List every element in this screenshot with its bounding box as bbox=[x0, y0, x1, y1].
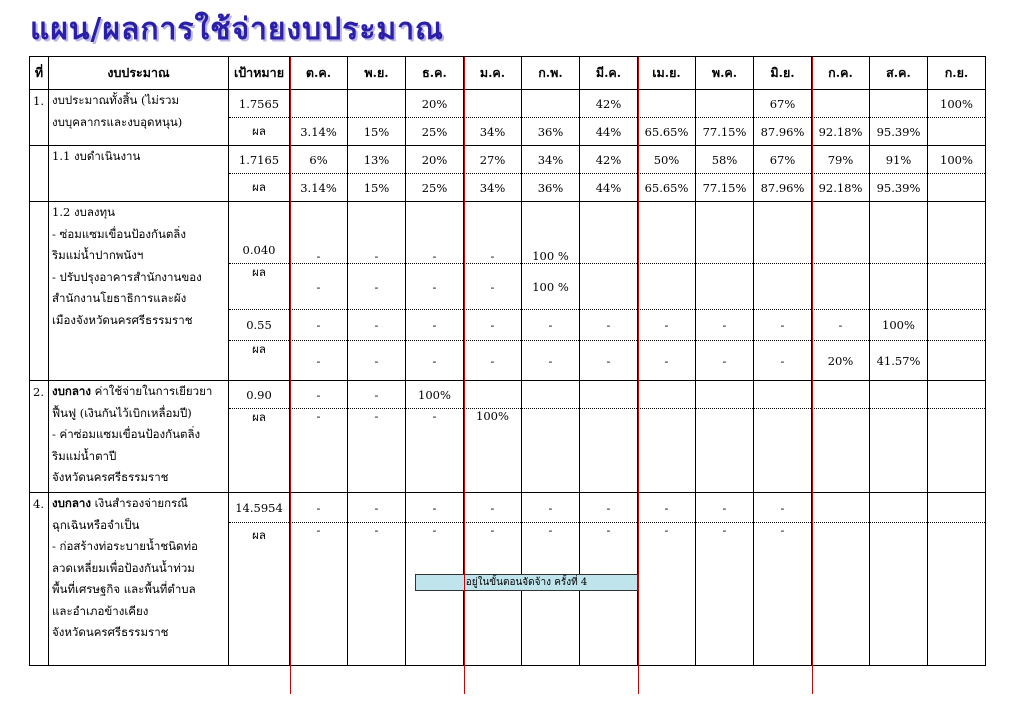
month-value bbox=[870, 264, 928, 310]
row-number bbox=[30, 202, 49, 381]
month-value bbox=[928, 381, 986, 409]
month-value: 34% bbox=[464, 118, 522, 146]
description-line: ฟื้นฟู (เงินกันไว้เบิกเหลื่อมปี) bbox=[52, 405, 192, 420]
month-value: - bbox=[348, 341, 406, 381]
month-value bbox=[580, 264, 638, 310]
month-value: - bbox=[290, 493, 348, 523]
quarter-divider-3 bbox=[638, 57, 639, 694]
month-value: 100 % bbox=[522, 264, 580, 310]
month-value: - bbox=[696, 493, 754, 523]
month-value bbox=[580, 202, 638, 264]
month-value: 36% bbox=[522, 174, 580, 202]
month-value: - bbox=[580, 523, 638, 666]
month-value: 44% bbox=[580, 118, 638, 146]
col-header: มี.ค. bbox=[580, 57, 638, 90]
month-value: - bbox=[348, 310, 406, 341]
col-header: ธ.ค. bbox=[406, 57, 464, 90]
month-value: 58% bbox=[696, 146, 754, 174]
month-value: 20% bbox=[812, 341, 870, 381]
month-value bbox=[870, 202, 928, 264]
description-line: จังหวัดนครศรีธรรมราช bbox=[52, 470, 169, 484]
result-label: ผล bbox=[229, 118, 290, 146]
description-line: - ปรับปรุงอาคารสำนักงานของ bbox=[52, 269, 202, 284]
month-value: 13% bbox=[348, 146, 406, 174]
month-value: - bbox=[522, 493, 580, 523]
header-row bbox=[30, 57, 986, 90]
description-line: งบประมาณทั้งสิ้น (ไม่รวม bbox=[52, 93, 180, 107]
month-value: 100 % bbox=[522, 202, 580, 264]
col-header: ก.พ. bbox=[522, 57, 580, 90]
month-value bbox=[812, 523, 870, 666]
description-line: - ก่อสร้างท่อระบายน้ำชนิดท่อ bbox=[52, 539, 198, 553]
table-row bbox=[30, 381, 986, 409]
month-value: - bbox=[638, 493, 696, 523]
month-value: 25% bbox=[406, 174, 464, 202]
month-value: - bbox=[406, 202, 464, 264]
description-line: สำนักงานโยธาธิการและผัง bbox=[52, 291, 187, 305]
month-value bbox=[638, 202, 696, 264]
month-value bbox=[870, 493, 928, 523]
budget-description bbox=[49, 202, 229, 381]
col-header: งบประมาณ bbox=[49, 57, 229, 90]
month-value: 20% bbox=[406, 90, 464, 118]
col-header: เม.ย. bbox=[638, 57, 696, 90]
description-line: จังหวัดนครศรีธรรมราช bbox=[52, 625, 169, 639]
month-value: 25% bbox=[406, 118, 464, 146]
month-value: - bbox=[638, 523, 696, 666]
quarter-divider-1 bbox=[290, 57, 291, 694]
col-header: พ.ย. bbox=[348, 57, 406, 90]
col-header: พ.ค. bbox=[696, 57, 754, 90]
description-line: ริมแม่น้ำตาปี bbox=[52, 448, 117, 463]
month-value bbox=[696, 264, 754, 310]
month-value bbox=[928, 493, 986, 523]
month-value: 34% bbox=[464, 174, 522, 202]
month-value: 36% bbox=[522, 118, 580, 146]
month-value: 87.96% bbox=[754, 118, 812, 146]
col-header: มิ.ย. bbox=[754, 57, 812, 90]
col-header: ที่ bbox=[30, 57, 49, 90]
table-row bbox=[30, 90, 986, 118]
month-value: - bbox=[580, 310, 638, 341]
month-value bbox=[696, 202, 754, 264]
month-value: 87.96% bbox=[754, 174, 812, 202]
target-value: 0.040 bbox=[229, 202, 290, 264]
month-value: - bbox=[464, 493, 522, 523]
month-value bbox=[812, 493, 870, 523]
description-line: เมืองจังหวัดนครศรีธรรมราช bbox=[52, 312, 193, 327]
description-line: 1.1 งบดำเนินงาน bbox=[52, 149, 141, 163]
quarter-divider-2 bbox=[464, 57, 465, 694]
description-line: 1.2 งบลงทุน bbox=[52, 205, 115, 219]
month-value bbox=[638, 381, 696, 409]
row-number: 1. bbox=[30, 90, 49, 146]
month-value bbox=[754, 202, 812, 264]
month-value: - bbox=[290, 523, 348, 666]
month-value bbox=[928, 174, 986, 202]
month-value: 42% bbox=[580, 146, 638, 174]
month-value: - bbox=[464, 202, 522, 264]
month-value: - bbox=[290, 264, 348, 310]
description-line: - ซ่อมแซมเขื่อนป้องกันตลิ่ง bbox=[52, 226, 186, 241]
month-value: 44% bbox=[580, 174, 638, 202]
month-value: 79% bbox=[812, 146, 870, 174]
month-value: - bbox=[406, 493, 464, 523]
result-label: ผล bbox=[229, 409, 290, 493]
month-value: - bbox=[696, 523, 754, 666]
month-value bbox=[754, 409, 812, 493]
month-value: 100% bbox=[406, 381, 464, 409]
month-value: - bbox=[638, 341, 696, 381]
month-value: - bbox=[580, 341, 638, 381]
month-value: 20% bbox=[406, 146, 464, 174]
month-value: - bbox=[348, 264, 406, 310]
month-value: - bbox=[290, 341, 348, 381]
month-value: - bbox=[406, 264, 464, 310]
table-row bbox=[30, 146, 986, 174]
month-value bbox=[870, 381, 928, 409]
month-value: - bbox=[812, 310, 870, 341]
month-value: - bbox=[522, 341, 580, 381]
description-text: ค่าใช้จ่ายในการเยียวยา bbox=[91, 384, 213, 398]
description-line: ฉุกเฉินหรือจำเป็น bbox=[52, 517, 140, 532]
description-line: และอำเภอข้างเคียง bbox=[52, 603, 149, 618]
month-value bbox=[290, 90, 348, 118]
month-value: - bbox=[754, 523, 812, 666]
col-header: ส.ค. bbox=[870, 57, 928, 90]
month-value bbox=[638, 90, 696, 118]
month-value: - bbox=[406, 341, 464, 381]
row-number bbox=[30, 146, 49, 202]
month-value: 67% bbox=[754, 146, 812, 174]
month-value: 100% bbox=[928, 90, 986, 118]
description-line: ริมแม่น้ำปากพนังฯ bbox=[52, 248, 144, 262]
month-value: 50% bbox=[638, 146, 696, 174]
month-value: - bbox=[348, 409, 406, 493]
month-value: - bbox=[464, 264, 522, 310]
month-value bbox=[464, 90, 522, 118]
month-value: 95.39% bbox=[870, 174, 928, 202]
budget-description bbox=[49, 381, 229, 493]
month-value bbox=[696, 381, 754, 409]
month-value: - bbox=[522, 310, 580, 341]
budget-description bbox=[49, 146, 229, 202]
result-label: ผล bbox=[229, 523, 290, 666]
month-value bbox=[812, 409, 870, 493]
month-value bbox=[812, 264, 870, 310]
budget-description bbox=[49, 493, 229, 666]
month-value: 91% bbox=[870, 146, 928, 174]
month-value: - bbox=[406, 523, 464, 666]
month-value: - bbox=[696, 341, 754, 381]
col-header: ต.ค. bbox=[290, 57, 348, 90]
month-value bbox=[464, 381, 522, 409]
month-value: 42% bbox=[580, 90, 638, 118]
table-row bbox=[30, 493, 986, 523]
month-value bbox=[928, 202, 986, 264]
month-value bbox=[928, 118, 986, 146]
description-line: พื้นที่เศรษฐกิจ และพื้นที่ตำบล bbox=[52, 582, 196, 596]
result-label: ผล bbox=[229, 264, 290, 310]
month-value bbox=[580, 381, 638, 409]
month-value: - bbox=[580, 493, 638, 523]
month-value bbox=[870, 523, 928, 666]
target-value: 0.55 bbox=[229, 310, 290, 341]
month-value bbox=[928, 264, 986, 310]
description-line: งบบุคลากรและงบอุดหนุน) bbox=[52, 114, 183, 129]
month-value: 27% bbox=[464, 146, 522, 174]
col-header: ก.ย. bbox=[928, 57, 986, 90]
result-label: ผล bbox=[229, 174, 290, 202]
target-value: 0.90 bbox=[229, 381, 290, 409]
month-value: - bbox=[464, 341, 522, 381]
month-value: 92.18% bbox=[812, 118, 870, 146]
month-value: 65.65% bbox=[638, 118, 696, 146]
month-value: 34% bbox=[522, 146, 580, 174]
month-value bbox=[928, 409, 986, 493]
month-value: 6% bbox=[290, 146, 348, 174]
month-value bbox=[580, 409, 638, 493]
month-value bbox=[812, 90, 870, 118]
month-value bbox=[812, 381, 870, 409]
table-row bbox=[30, 202, 986, 264]
month-value bbox=[812, 202, 870, 264]
month-value bbox=[928, 523, 986, 666]
page-title: แผน/ผลการใช้จ่ายงบประมาณ bbox=[30, 12, 444, 47]
col-header: ม.ค. bbox=[464, 57, 522, 90]
month-value: - bbox=[754, 493, 812, 523]
month-value bbox=[348, 90, 406, 118]
col-header: ก.ค. bbox=[812, 57, 870, 90]
description-line bbox=[52, 493, 225, 515]
month-value bbox=[928, 341, 986, 381]
month-value: - bbox=[406, 310, 464, 341]
month-value bbox=[870, 409, 928, 493]
budget-category: งบกลาง bbox=[52, 496, 91, 510]
month-value: 100% bbox=[928, 146, 986, 174]
month-value: - bbox=[464, 310, 522, 341]
month-value: 15% bbox=[348, 118, 406, 146]
budget-description bbox=[49, 90, 229, 146]
month-value bbox=[522, 409, 580, 493]
result-label: ผล bbox=[229, 341, 290, 381]
description-line: - ค่าซ่อมแซมเขื่อนป้องกันตลิ่ง bbox=[52, 427, 201, 441]
month-value: 15% bbox=[348, 174, 406, 202]
month-value bbox=[638, 409, 696, 493]
month-value bbox=[928, 310, 986, 341]
month-value: - bbox=[522, 523, 580, 666]
target-value: 1.7565 bbox=[229, 90, 290, 118]
month-value: - bbox=[754, 341, 812, 381]
month-value: 3.14% bbox=[290, 118, 348, 146]
month-value: - bbox=[348, 202, 406, 264]
month-value: - bbox=[348, 523, 406, 666]
description-line: ลวดเหลี่ยมเพื่อป้องกันน้ำท่วม bbox=[52, 560, 195, 575]
procurement-status-note: อยู่ในขั้นตอนจัดจ้าง ครั้งที่ 4 bbox=[415, 574, 638, 591]
description-text: เงินสำรองจ่ายกรณี bbox=[91, 496, 188, 510]
month-value bbox=[522, 381, 580, 409]
month-value: 95.39% bbox=[870, 118, 928, 146]
month-value bbox=[696, 90, 754, 118]
month-value: 92.18% bbox=[812, 174, 870, 202]
month-value: 77.15% bbox=[696, 174, 754, 202]
month-value: - bbox=[290, 202, 348, 264]
col-header: เป้าหมาย bbox=[229, 57, 290, 90]
month-value: - bbox=[290, 409, 348, 493]
row-number: 2. bbox=[30, 381, 49, 493]
month-value bbox=[754, 381, 812, 409]
month-value: - bbox=[464, 523, 522, 666]
month-value: - bbox=[406, 409, 464, 493]
month-value: 41.57% bbox=[870, 341, 928, 381]
quarter-divider-4 bbox=[812, 57, 813, 694]
month-value: - bbox=[348, 493, 406, 523]
target-value: 14.5954 bbox=[229, 493, 290, 523]
month-value bbox=[638, 264, 696, 310]
month-value: 65.65% bbox=[638, 174, 696, 202]
month-value: 100% bbox=[464, 409, 522, 493]
month-value: - bbox=[290, 381, 348, 409]
month-value bbox=[870, 90, 928, 118]
description-line bbox=[52, 381, 225, 403]
month-value bbox=[754, 264, 812, 310]
row-number: 4. bbox=[30, 493, 49, 666]
month-value: 77.15% bbox=[696, 118, 754, 146]
month-value: - bbox=[348, 381, 406, 409]
month-value: - bbox=[754, 310, 812, 341]
target-value: 1.7165 bbox=[229, 146, 290, 174]
month-value: 3.14% bbox=[290, 174, 348, 202]
month-value bbox=[522, 90, 580, 118]
month-value: - bbox=[696, 310, 754, 341]
month-value bbox=[696, 409, 754, 493]
month-value: - bbox=[638, 310, 696, 341]
month-value: 100% bbox=[870, 310, 928, 341]
month-value: - bbox=[290, 310, 348, 341]
budget-category: งบกลาง bbox=[52, 384, 91, 398]
month-value: 67% bbox=[754, 90, 812, 118]
